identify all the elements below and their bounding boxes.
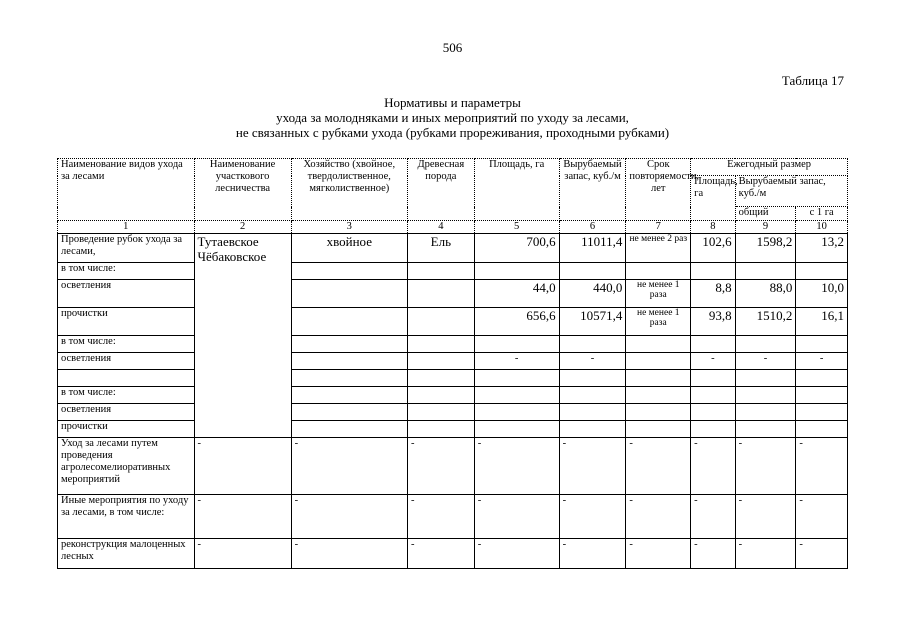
caption-line-3: не связанных с рубками ухода (рубками прореживания, проходными рубками) — [235, 125, 670, 140]
area — [474, 263, 559, 280]
area — [474, 404, 559, 421]
annual-per-ha: 16,1 — [796, 308, 848, 336]
period — [626, 263, 691, 280]
farm-type: - — [291, 539, 407, 569]
stock — [559, 263, 626, 280]
area: - — [474, 495, 559, 539]
annual-per-ha: - — [796, 495, 848, 539]
period: - — [626, 495, 691, 539]
annual-total — [735, 263, 796, 280]
row-name: Иные мероприятия по уходу за лесами, в том числе: — [58, 495, 195, 539]
period: не менее 2 раз — [626, 234, 691, 263]
column-number: 6 — [559, 221, 626, 234]
area — [474, 387, 559, 404]
annual-per-ha: - — [796, 438, 848, 495]
table-row — [58, 404, 848, 421]
annual-area: - — [691, 438, 736, 495]
forestry-name: Тутаевское Чёбаковское — [194, 234, 291, 438]
column-number: 10 — [796, 221, 848, 234]
stock: - — [559, 353, 626, 370]
stock — [559, 404, 626, 421]
annual-total: 88,0 — [735, 280, 796, 308]
area — [474, 421, 559, 438]
period: - — [626, 539, 691, 569]
header-cell: Срок повторяемости, лет — [626, 159, 691, 221]
annual-total: - — [735, 353, 796, 370]
annual-area — [691, 263, 736, 280]
table-row — [58, 263, 848, 280]
column-number: 1 — [58, 221, 195, 234]
row-name: осветления — [58, 280, 195, 308]
norms-table — [57, 158, 848, 569]
annual-per-ha — [796, 387, 848, 404]
column-number: 2 — [194, 221, 291, 234]
annual-area — [691, 370, 736, 387]
annual-total: 1598,2 — [735, 234, 796, 263]
table-row — [58, 539, 848, 569]
species — [407, 280, 474, 308]
table-label: Таблица 17 — [781, 73, 844, 88]
farm-type — [291, 353, 407, 370]
annual-area: - — [691, 353, 736, 370]
stock — [559, 336, 626, 353]
period — [626, 387, 691, 404]
forestry-cell: - — [194, 495, 291, 539]
column-number-row — [58, 221, 848, 234]
caption-line-1: Нормативы и параметры — [384, 95, 521, 110]
farm-type: - — [291, 438, 407, 495]
table-row — [58, 336, 848, 353]
row-name — [58, 370, 195, 387]
area: 700,6 — [474, 234, 559, 263]
header-cell: Вырубаемый запас, куб./м — [735, 176, 847, 207]
annual-area: 8,8 — [691, 280, 736, 308]
column-number: 3 — [291, 221, 407, 234]
header-cell: Древесная порода — [407, 159, 474, 221]
farm-type — [291, 336, 407, 353]
header-row — [58, 159, 848, 176]
area — [474, 370, 559, 387]
row-name: реконструкция малоценных лесных — [58, 539, 195, 569]
area: - — [474, 438, 559, 495]
table-row — [58, 370, 848, 387]
annual-area — [691, 421, 736, 438]
species: - — [407, 539, 474, 569]
species — [407, 387, 474, 404]
annual-area: - — [691, 495, 736, 539]
table-row — [58, 495, 848, 539]
header-cell: Вырубаемый запас, куб./м — [559, 159, 626, 221]
period — [626, 336, 691, 353]
column-number: 4 — [407, 221, 474, 234]
header-cell: с 1 га — [796, 207, 848, 221]
stock — [559, 370, 626, 387]
page-number: 506 — [442, 40, 463, 55]
area: 44,0 — [474, 280, 559, 308]
table-row — [58, 387, 848, 404]
stock: 440,0 — [559, 280, 626, 308]
annual-area — [691, 336, 736, 353]
row-name: прочистки — [58, 308, 195, 336]
period: не менее 1 раза — [626, 308, 691, 336]
table-row — [58, 280, 848, 308]
table-row — [58, 421, 848, 438]
farm-type — [291, 263, 407, 280]
annual-total: 1510,2 — [735, 308, 796, 336]
column-number: 7 — [626, 221, 691, 234]
species — [407, 336, 474, 353]
stock: - — [559, 539, 626, 569]
annual-total: - — [735, 539, 796, 569]
table-row — [58, 353, 848, 370]
annual-total — [735, 387, 796, 404]
farm-type — [291, 370, 407, 387]
farm-type — [291, 308, 407, 336]
annual-total: - — [735, 495, 796, 539]
forestry-cell: - — [194, 438, 291, 495]
species — [407, 404, 474, 421]
area: - — [474, 353, 559, 370]
annual-total — [735, 404, 796, 421]
stock: 11011,4 — [559, 234, 626, 263]
period — [626, 370, 691, 387]
row-name: в том числе: — [58, 263, 195, 280]
row-name: в том числе: — [58, 387, 195, 404]
stock — [559, 421, 626, 438]
table-row — [58, 438, 848, 495]
species: - — [407, 438, 474, 495]
annual-area: - — [691, 539, 736, 569]
column-number: 8 — [691, 221, 736, 234]
species — [407, 370, 474, 387]
header-cell: общий — [735, 207, 796, 221]
header-cell: Площадь, га — [691, 176, 736, 221]
period: - — [626, 438, 691, 495]
table-caption — [0, 95, 905, 140]
area — [474, 336, 559, 353]
period — [626, 421, 691, 438]
species: - — [407, 495, 474, 539]
annual-area: 102,6 — [691, 234, 736, 263]
header-cell: Ежегодный размер — [691, 159, 848, 176]
annual-total — [735, 421, 796, 438]
area: 656,6 — [474, 308, 559, 336]
annual-per-ha: - — [796, 539, 848, 569]
row-name: Уход за лесами путем проведения агролесомелиоративных мероприятий — [58, 438, 195, 495]
forestry-cell: - — [194, 539, 291, 569]
farm-type — [291, 387, 407, 404]
column-number: 5 — [474, 221, 559, 234]
period — [626, 404, 691, 421]
annual-total — [735, 336, 796, 353]
annual-per-ha: 13,2 — [796, 234, 848, 263]
annual-area — [691, 404, 736, 421]
table-row — [58, 234, 848, 263]
farm-type — [291, 421, 407, 438]
column-number: 9 — [735, 221, 796, 234]
annual-area: 93,8 — [691, 308, 736, 336]
annual-per-ha — [796, 263, 848, 280]
farm-type: хвойное — [291, 234, 407, 263]
row-name: Проведение рубок ухода за лесами, — [58, 234, 195, 263]
farm-type — [291, 280, 407, 308]
area: - — [474, 539, 559, 569]
period — [626, 353, 691, 370]
annual-per-ha: 10,0 — [796, 280, 848, 308]
stock — [559, 387, 626, 404]
species — [407, 263, 474, 280]
species — [407, 308, 474, 336]
annual-total — [735, 370, 796, 387]
stock: - — [559, 438, 626, 495]
farm-type — [291, 404, 407, 421]
annual-per-ha — [796, 421, 848, 438]
row-name: в том числе: — [58, 336, 195, 353]
annual-per-ha — [796, 336, 848, 353]
annual-per-ha: - — [796, 353, 848, 370]
annual-area — [691, 387, 736, 404]
species — [407, 353, 474, 370]
stock: - — [559, 495, 626, 539]
table-row — [58, 308, 848, 336]
species — [407, 421, 474, 438]
species: Ель — [407, 234, 474, 263]
annual-per-ha — [796, 404, 848, 421]
stock: 10571,4 — [559, 308, 626, 336]
header-cell: Наименование видов ухода за лесами — [58, 159, 195, 221]
row-name: осветления — [58, 353, 195, 370]
period: не менее 1 раза — [626, 280, 691, 308]
header-cell: Хозяйство (хвойное, твердолиственное, мягколиственное) — [291, 159, 407, 221]
header-cell: Площадь, га — [474, 159, 559, 221]
row-name: осветления — [58, 404, 195, 421]
row-name: прочистки — [58, 421, 195, 438]
header-cell: Наименование участкового лесничества — [194, 159, 291, 221]
annual-per-ha — [796, 370, 848, 387]
caption-line-2: ухода за молодняками и иных мероприятий по уходу за лесами, — [276, 110, 629, 125]
annual-total: - — [735, 438, 796, 495]
farm-type: - — [291, 495, 407, 539]
